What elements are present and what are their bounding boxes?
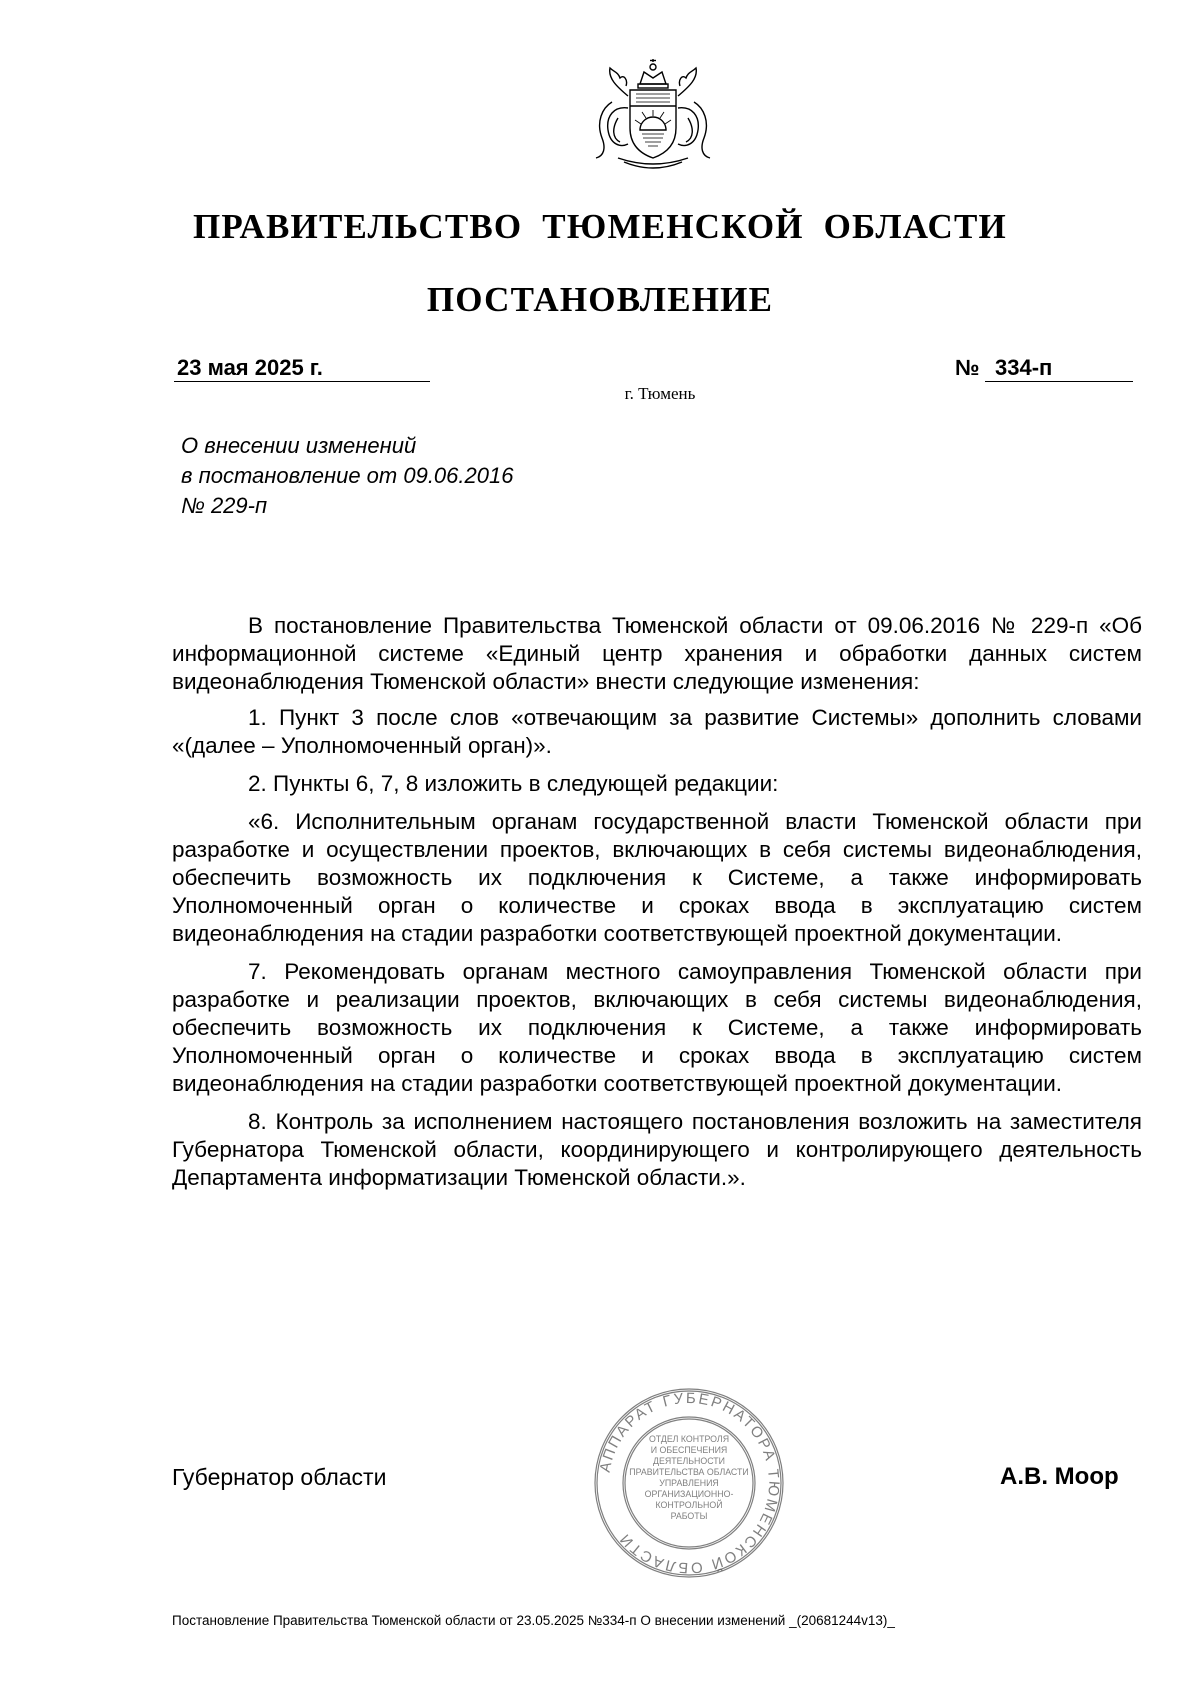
stamp-center-line: ОТДЕЛ КОНТРОЛЯ — [648, 1434, 730, 1444]
body-paragraph: 7. Рекомендовать органам местного самоуправления Тюменской области при разработке и реализации проектов, включающих в себя системы видеонаблюдения, обеспечить возможность их подключения к Системе, а также информировать Уполномоченный орган о количестве и сроках ввода в эксплуатацию систем видеонаблюдения на стадии разработки соответствующей проектной документации. — [172, 959, 1142, 1096]
signatory-name: А.В. Моор — [1000, 1463, 1119, 1490]
stamp-center-line: КОНТРОЛЬНОЙ — [655, 1500, 723, 1510]
body-paragraph: В постановление Правительства Тюменской области от 09.06.2016 № 229-п «Об информационной системе «Единый центр хранения и обработки данных систем видеонаблюдения Тюменской области» внести следующие изменения: — [172, 613, 1142, 694]
subject-line: в постановление от 09.06.2016 — [181, 463, 514, 488]
official-stamp — [592, 1386, 786, 1580]
signatory-title: Губернатор области — [172, 1464, 387, 1490]
stamp-center-line: РАБОТЫ — [670, 1511, 708, 1521]
tyumen-coat-of-arms-icon — [578, 58, 728, 176]
stamp-ring-text: АППАРАТ ГУБЕРНАТОРА ТЮМЕНСКОЙ ОБЛАСТИ — [596, 1389, 783, 1577]
stamp-center-line: ДЕЯТЕЛЬНОСТИ — [653, 1456, 725, 1466]
body-paragraph: 8. Контроль за исполнением настоящего постановления возложить на заместителя Губернатора Тюменской области, координирующего и контролирующего деятельность Департамента информатизации Тюменской области.». — [172, 1109, 1142, 1190]
city: г. Тюмень — [624, 384, 696, 403]
subject-line: № 229-п — [181, 493, 268, 518]
org-title: ПРАВИТЕЛЬСТВО ТЮМЕНСКОЙ ОБЛАСТИ — [193, 207, 1007, 246]
document-date: 23 мая 2025 г. — [177, 355, 323, 380]
document-body — [172, 612, 1142, 1202]
document-subject — [181, 431, 513, 521]
subject-line: О внесении изменений — [181, 433, 417, 458]
body-paragraph: 1. Пункт 3 после слов «отвечающим за развитие Системы» дополнить словами «(далее – Уполномоченный орган)». — [172, 705, 1142, 758]
document-number: 334-п — [995, 355, 1053, 380]
stamp-center-line: ПРАВИТЕЛЬСТВА ОБЛАСТИ — [629, 1467, 749, 1477]
stamp-center-line: ОРГАНИЗАЦИОННО- — [644, 1489, 734, 1499]
body-paragraph: «6. Исполнительным органам государственной власти Тюменской области при разработке и осуществлении проектов, включающих в себя системы видеонаблюдения, обеспечить возможность их подключения к Системе, а также информировать Уполномоченный орган о количестве и сроках ввода в эксплуатацию систем видеонаблюдения на стадии разработки соответствующей проектной документации. — [172, 809, 1142, 946]
body-paragraph: 2. Пункты 6, 7, 8 изложить в следующей редакции: — [248, 771, 779, 796]
footer-text: Постановление Правительства Тюменской области от 23.05.2025 №334-п О внесении изменений _(20681244v13)_ — [172, 1613, 895, 1628]
stamp-center-line: УПРАВЛЕНИЯ — [659, 1478, 719, 1488]
doc-type-title: ПОСТАНОВЛЕНИЕ — [426, 280, 774, 319]
date-underline — [174, 381, 430, 382]
stamp-center-line: И ОБЕСПЕЧЕНИЯ — [650, 1445, 728, 1455]
number-underline — [985, 381, 1133, 382]
number-sign: № — [955, 355, 980, 380]
